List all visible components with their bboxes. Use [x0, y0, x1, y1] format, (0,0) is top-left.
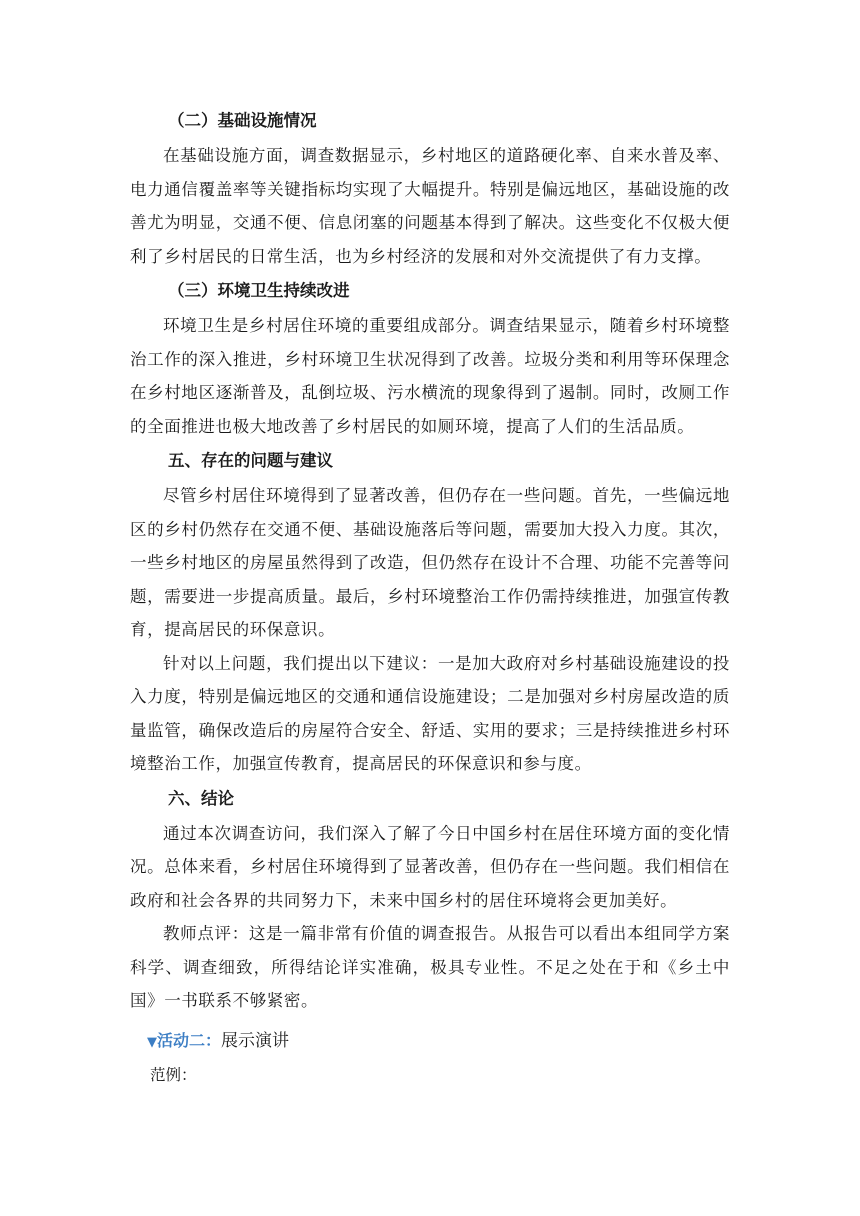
section-heading-infrastructure: （二）基础设施情况 [168, 111, 317, 130]
paragraph-infrastructure: 在基础设施方面，调查数据显示，乡村地区的道路硬化率、自来水普及率、电力通信覆盖率等关键指标均实现了大幅提升。特别是偏远地区，基础设施的改善尤为明显，交通不便、信息闭塞的问题基本得到了解决。这些变化不仅极大便利了乡村居民的日常生活，也为乡村经济的发展和对外交流提供了有力支撑。 [130, 146, 730, 266]
paragraph-sanitation: 环境卫生是乡村居住环境的重要组成部分。调查结果显示，随着乡村环境整治工作的深入推进，乡村环境卫生状况得到了改善。垃圾分类和利用等环保理念在乡村地区逐渐普及，乱倒垃圾、污水横流的现象得到了遏制。同时，改厕工作的全面推进也极大地改善了乡村居民的如厕环境，提高了人们的生活品质。 [130, 316, 730, 436]
paragraph-teacher-comment: 教师点评：这是一篇非常有价值的调查报告。从报告可以看出本组同学方案科学、调查细致，所得结论详实准确，极具专业性。不足之处在于和《乡土中国》一书联系不够紧密。 [130, 924, 730, 1010]
paragraph-problems: 尽管乡村居住环境得到了显著改善，但仍存在一些问题。首先，一些偏远地区的乡村仍然存在交通不便、基础设施落后等问题，需要加大投入力度。其次，一些乡村地区的房屋虽然得到了改造，但仍然存在设计不合理、功能不完善等问题，需要进一步提高质量。最后，乡村环境整治工作仍需持续推进，加强宣传教育，提高居民的环保意识。 [130, 486, 730, 639]
paragraph-conclusion: 通过本次调查访问，我们深入了解了今日中国乡村在居住环境方面的变化情况。总体来看，乡村居住环境得到了显著改善，但仍存在一些问题。我们相信在政府和社会各界的共同努力下，未来中国乡村的居住环境将会更加美好。 [130, 823, 730, 910]
section-heading-conclusion: 六、结论 [168, 788, 234, 808]
section-heading-sanitation: （三）环境卫生持续改进 [168, 281, 350, 300]
paragraph-suggestions: 针对以上问题，我们提出以下建议：一是加大政府对乡村基础设施建设的投入力度，特别是偏远地区的交通和通信设施建设；二是加强对乡村房屋改造的质量监管，确保改造后的房屋符合安全、舒适、实用的要求；三是持续推进乡村环境整治工作，加强宣传教育，提高居民的环保意识和参与度。 [130, 653, 730, 773]
activity-heading [130, 1024, 730, 1058]
section-heading-problems: 五、存在的问题与建议 [168, 451, 333, 470]
triangle-down-icon: ▼ [147, 1034, 157, 1050]
example-label: 范例： [150, 1065, 197, 1084]
activity-label: 活动二： [157, 1030, 222, 1050]
activity-title: 展示演讲 [221, 1030, 290, 1051]
document-page [130, 103, 730, 1092]
